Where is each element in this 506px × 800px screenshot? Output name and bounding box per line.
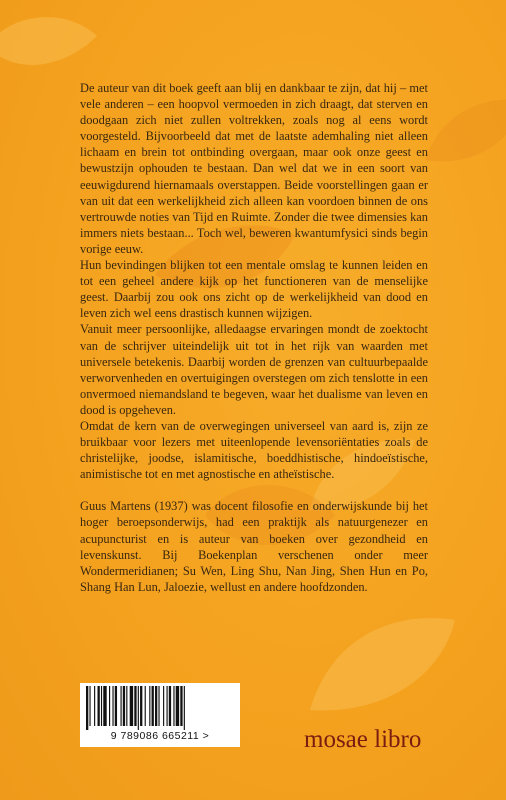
blurb-text: [80, 80, 428, 595]
blurb-paragraph: Hun bevindingen blijken tot een mentale omslag te kunnen leiden en tot een geheel andere kijk op het functioneren van de menselijke geest. Daarbij zou ook ons zicht op de werkelijkheid van dood en leven zich wel eens drastisch kunnen wijzigen.: [80, 258, 428, 321]
barcode-icon: [84, 686, 236, 730]
leaf-icon: [0, 6, 102, 86]
blurb-paragraph: De auteur van dit boek geeft aan blij en dankbaar te zijn, dat hij – met vele anderen – een hoopvol vermoeden in zich draagt, dat sterven en doodgaan zich niet zullen voltrekken, zoals nog al eens wordt voorgesteld. Bijvoorbeeld dat met de laatste ademhaling niet alleen lichaam en brein tot ontbinding overgaan, maar ook onze geest en bewustzijn ophouden te bestaan. Dan wel dat we in een soort van eeuwigdurend hiernamaals overstappen. Beide voorstellingen gaan er van uit dat een werkelijkheid zich alleen kan voordoen binnen de ons vertrouwde noties van Tijd en Ruimte. Zonder die twee dimensies kan immers niets bestaan... Toch wel, beweren kwantumfysici sinds begin vorige eeuw.: [80, 81, 428, 256]
leaf-icon: [300, 600, 460, 720]
barcode: [80, 683, 240, 747]
blurb-paragraph: Vanuit meer persoonlijke, alledaagse ervaringen mondt de zoektocht van de schrijver uiteindelijk uit tot in het rijk van waarden met universele betekenis. Daarbij worden de grenzen van cultuurbepaalde verworvenheden en overtuigingen overstegen om zich tenslotte in een onvermoed niemandsland te begeven, waar het dualisme van leven en dood is opgeheven.: [80, 322, 428, 417]
isbn-number: 9 789086 665211 >: [110, 730, 210, 742]
leaf-icon: [420, 90, 506, 170]
author-bio: Guus Martens (1937) was docent filosofie en onderwijskunde bij het hoger beroepsonderwijs, had een praktijk als natuurgenezer en acupuncturist en is auteur van boeken over gezondheid en levenskunst. Bij Boekenplan verschenen onder meer Wondermeridianen; Su Wen, Ling Shu, Nan Jing, Shen Hun en Po, Shang Han Lun, Jaloezie, wellust en andere hoofdzonden.: [80, 499, 428, 594]
publisher-logo: mosae libro: [304, 726, 422, 753]
blurb-paragraph: Omdat de kern van de overwegingen universeel van aard is, zijn ze bruikbaar voor lezers met uiteenlopende levensoriëntaties zoals de christelijke, joodse, islamitische, boeddhistische, hindoeïstische, animistische tot en met agnostische en atheïstische.: [80, 418, 428, 482]
